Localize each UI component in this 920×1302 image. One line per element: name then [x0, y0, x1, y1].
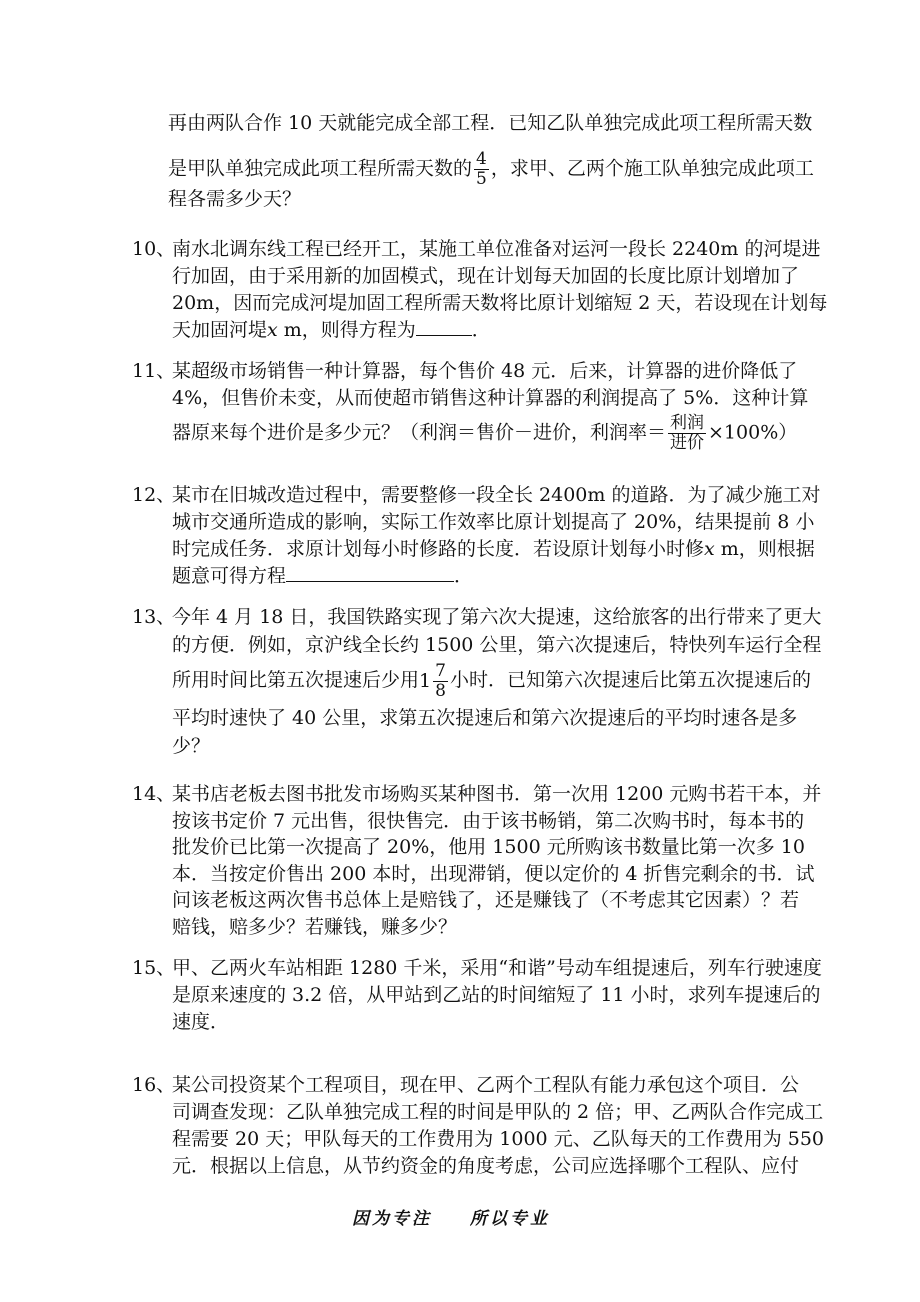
q15-number: 15、: [132, 957, 176, 979]
q14-line-1: 某书店老板去图书批发市场购买某种图书．第一次用 1200 元购书若干本，并: [172, 783, 822, 805]
q9-fraction-numerator: 4: [476, 149, 487, 169]
q12-line-3: [172, 536, 815, 562]
q14-line-5: 问该老板这两次售书总体上是赔钱了，还是赚钱了（不考虑其它因素）？若: [172, 889, 800, 911]
q11-number: 11、: [132, 360, 176, 382]
q12-line-3-b: m，则根据: [714, 538, 815, 560]
q12-line-4: [172, 563, 473, 589]
q11-line-2: 4%，但售价未变，从而使超市销售这种计算器的利润提高了 5%．这种计算: [172, 387, 809, 409]
q10-line-3: 20m，因而完成河堤加固工程所需天数将比原计划缩短 2 天，若设现在计划每: [172, 292, 828, 314]
footer-slogan-right: 所以专业: [470, 1209, 550, 1229]
q16-line-3: 程需要 20 天；甲队每天的工作费用为 1000 元、乙队每天的工作费用为 550: [172, 1128, 824, 1150]
q9-line-2-b: ，求甲、乙两个施工队单独完成此项工: [490, 157, 814, 180]
q12-number: 12、: [132, 484, 176, 506]
q16-line-1: 某公司投资某个工程项目，现在甲、乙两个工程队有能力承包这个项目．公: [172, 1074, 800, 1096]
q11-line-3-a: 器原来每个进价是多少元？（利润＝售价－进价，利润率＝: [172, 421, 667, 444]
q13-line-3-b: 小时．已知第六次提速后比第五次提速后的: [449, 669, 811, 691]
q11-line-1: 某超级市场销售一种计算器，每个售价 48 元．后来，计算器的进价降低了: [172, 360, 798, 382]
q10-answer-blank[interactable]: [416, 317, 472, 336]
q14-line-2: 按该书定价 7 元出售，很快售完．由于该书畅销，第二次购书时，每本书的: [172, 810, 805, 832]
q13-fraction-numerator: 7: [435, 660, 446, 681]
q10-line-4-a: 天加固河堤: [172, 319, 268, 341]
q10-line-4-c: ．: [471, 319, 491, 341]
q9-line-2: [168, 150, 814, 189]
q13-line-5: 少？: [172, 735, 211, 757]
q9-line-1: 再由两队合作 10 天就能完成全部工程．已知乙队单独完成此项工程所需天数: [168, 112, 813, 134]
q13-fraction-denominator: 8: [435, 680, 446, 701]
q10-variable: x: [267, 319, 278, 341]
q12-answer-blank[interactable]: [286, 563, 454, 582]
q14-line-4: 本．当按定价售出 200 本时，出现滞销，便以定价的 4 折售完剩余的书．试: [172, 863, 815, 885]
q13-mixed-whole: 1: [419, 670, 432, 693]
q9-fraction: [474, 150, 489, 189]
q10-number: 10、: [132, 238, 176, 260]
q9-fraction-denominator: 5: [476, 169, 487, 189]
q12-variable: x: [704, 538, 715, 560]
q16-number: 16、: [132, 1074, 176, 1096]
q13-line-3: [172, 661, 811, 701]
q9-line-3: 程各需多少天？: [168, 188, 302, 210]
q14-line-3: 批发价已比第一次提高了 20%，他用 1500 元所购该书数量比第一次多 10: [172, 836, 805, 858]
q13-fraction: [433, 662, 448, 701]
q11-fraction-denominator: 进价: [670, 433, 705, 453]
q12-line-1: 某市在旧城改造过程中，需要整修一段全长 2400m 的道路．为了减少施工对: [172, 484, 821, 506]
q10-line-1: 南水北调东线工程已经开工，某施工单位准备对运河一段长 2240m 的河堤进: [172, 238, 821, 260]
q16-line-4: 元．根据以上信息，从节约资金的角度考虑，公司应选择哪个工程队、应付: [172, 1155, 800, 1177]
q13-mixed-number: [419, 661, 450, 701]
q11-fraction-numerator: 利润: [670, 413, 705, 433]
q10-line-4: [172, 317, 491, 343]
q13-line-1: 今年 4 月 18 日，我国铁路实现了第六次大提速，这给旅客的出行带来了更大: [172, 606, 822, 628]
q11-fraction: [668, 414, 706, 453]
q11-line-3-b: ×100%）: [708, 421, 798, 444]
q9-line-2-a: 是甲队单独完成此项工程所需天数的: [168, 157, 473, 180]
q12-line-4-b: ．: [454, 565, 474, 587]
q13-line-2: 的方便．例如，京沪线全长约 1500 公里，第六次提速后，特快列车运行全程: [172, 634, 822, 656]
q12-line-4-a: 题意可得方程: [172, 565, 287, 587]
q12-line-2: 城市交通所造成的影响，实际工作效率比原计划提高了 20%，结果提前 8 小: [172, 511, 815, 533]
q11-line-3: [172, 414, 797, 453]
footer-slogan-left: 因为专注: [352, 1209, 432, 1229]
q15-line-3: 速度．: [172, 1011, 230, 1033]
q13-line-4: 平均时速快了 40 公里，求第五次提速后和第六次提速后的平均时速各是多: [172, 707, 798, 729]
q10-line-2: 行加固，由于采用新的加固模式，现在计划每天加固的长度比原计划增加了: [172, 265, 800, 287]
q16-line-2: 司调查发现：乙队单独完成工程的时间是甲队的 2 倍；甲、乙两队合作完成工: [172, 1101, 824, 1123]
q13-line-3-a: 所用时间比第五次提速后少用: [172, 669, 420, 691]
q14-line-6: 赔钱，赔多少？若赚钱，赚多少？: [172, 916, 458, 938]
q12-line-3-a: 时完成任务．求原计划每小时修路的长度．若设原计划每小时修: [172, 538, 705, 560]
q14-number: 14、: [132, 783, 176, 805]
q15-line-2: 是原来速度的 3.2 倍，从甲站到乙站的时间缩短了 11 小时，求列车提速后的: [172, 984, 821, 1006]
q13-number: 13、: [132, 606, 176, 628]
q10-line-4-b: m，则得方程为: [277, 319, 416, 341]
q15-line-1: 甲、乙两火车站相距 1280 千米，采用“和谐”号动车组提速后，列车行驶速度: [172, 957, 822, 979]
